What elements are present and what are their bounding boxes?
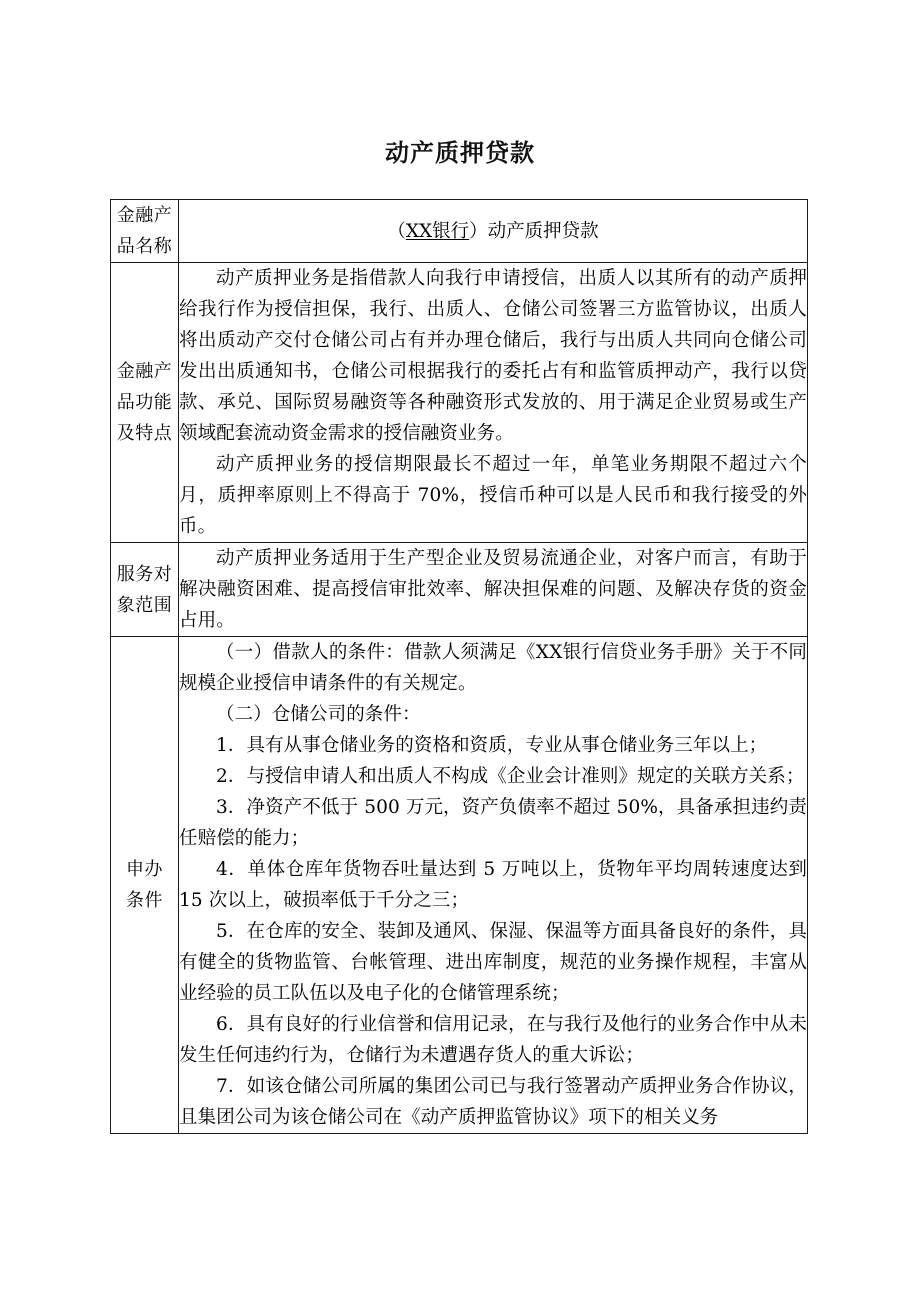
paragraph: 2．与授信申请人和出质人不构成《企业会计准则》规定的关联方关系； — [216, 766, 805, 787]
table-row — [111, 637, 808, 1134]
table-row — [111, 200, 808, 263]
label-line: 象范围 — [116, 594, 173, 616]
paragraph: 3．净资产不低于 500 万元，资产负债率不超过 50%，具备承担违约责任赔偿的能力； — [179, 797, 807, 849]
row-value-product-function-features — [179, 263, 808, 543]
paragraph: 4．单体仓库年货物吞吐量达到 5 万吨以上，货物年平均周转速度达到 15 次以上，破损率低于千分之三； — [179, 859, 807, 911]
label-line: 金融产 — [116, 361, 173, 382]
paragraph: 动产质押业务的授信期限最长不超过一年，单笔业务期限不超过六个月，质押率原则上不得高于 70%，授信币种可以是人民币和我行接受的外币。 — [179, 454, 807, 537]
paragraph: 5．在仓库的安全、装卸及通风、保湿、保温等方面具备良好的条件，具有健全的货物监管、台帐管理、进出库制度，规范的业务操作规程，丰富从业经验的员工队伍以及电子化的仓储管理系统； — [179, 921, 807, 1004]
product-info-table — [110, 199, 808, 1134]
paragraph: 1．具有从事仓储业务的资格和资质，专业从事仓储业务三年以上； — [216, 735, 768, 756]
paragraph: 6．具有良好的行业信誉和信用记录，在与我行及他行的业务合作中从未发生任何违约行为，仓储行为未遭遇存货人的重大诉讼； — [179, 1014, 807, 1066]
label-line: 服务对 — [116, 563, 173, 585]
table-row — [111, 543, 808, 637]
paragraph: 7．如该仓储公司所属的集团公司已与我行签署动产质押业务合作协议，且集团公司为该仓储公司在《动产质押监管协议》项下的相关义务 — [179, 1076, 807, 1128]
label-line: 品名称 — [116, 236, 173, 257]
row-label-application-conditions — [111, 637, 179, 1134]
label-line: 品功能 — [116, 392, 173, 413]
paragraph: 动产质押业务适用于生产型企业及贸易流通企业，对客户而言，有助于解决融资困难、提高授信审批效率、解决担保难的问题、及解决存货的资金占用。 — [179, 548, 807, 631]
value-prefix: （ — [387, 220, 406, 242]
row-value-service-scope — [179, 543, 808, 637]
page-title: 动产质押贷款 — [385, 139, 535, 167]
row-label-service-scope — [111, 543, 179, 637]
row-value-product-name — [179, 200, 808, 263]
label-text-stack — [111, 200, 178, 262]
label-line: 及特点 — [116, 423, 173, 444]
label-line: 申办 — [126, 859, 163, 880]
table-row — [111, 263, 808, 543]
paragraph: （一）借款人的条件：借款人须满足《ⅩⅩ银行信贷业务手册》关于不同规模企业授信申请条件的有关规定。 — [179, 642, 807, 694]
label-line: 条件 — [126, 890, 163, 911]
label-text-stack — [111, 356, 178, 449]
paragraph: 动产质押业务是指借款人向我行申请授信，出质人以其所有的动产质押给我行作为授信担保，我行、出质人、仓储公司签署三方监管协议，出质人将出质动产交付仓储公司占有并办理仓储后，我行与出质人共同向仓储公司发出出质通知书，仓储公司根据我行的委托占有和监管质押动产，我行以贷款、承兑、国际贸易融资等各种融资形式发放的、用于满足企业贸易或生产领域配套流动资金需求的授信融资业务。 — [179, 268, 807, 444]
value-suffix: ）动产质押贷款 — [469, 220, 599, 242]
bank-name-underlined: ⅩⅩ银行 — [405, 220, 470, 242]
label-line: 金融产 — [116, 205, 173, 226]
table-body — [111, 200, 808, 1134]
row-value-application-conditions — [179, 637, 808, 1134]
row-label-product-name — [111, 200, 179, 263]
label-text-stack — [111, 854, 178, 916]
row-label-product-function-features — [111, 263, 179, 543]
label-text-stack — [111, 559, 178, 621]
paragraph: （二）仓储公司的条件： — [216, 704, 421, 725]
